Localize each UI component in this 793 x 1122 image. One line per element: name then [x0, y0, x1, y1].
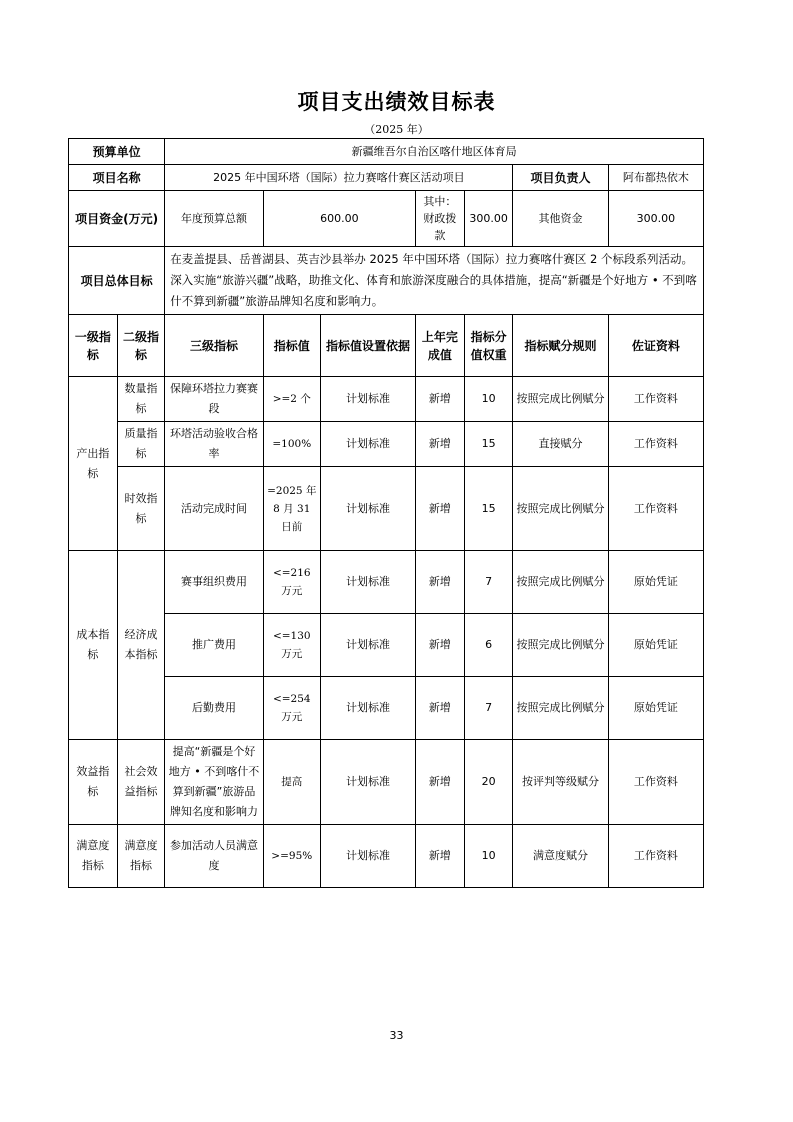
table-row — [69, 825, 704, 888]
row-weight: 15 — [464, 422, 513, 467]
row-evidence: 原始凭证 — [608, 551, 703, 614]
row-last-year: 新增 — [416, 677, 465, 740]
row-weight: 20 — [464, 740, 513, 825]
row-rule: 按评判等级赋分 — [513, 740, 608, 825]
row-evidence: 工作资料 — [608, 740, 703, 825]
row-rule: 按照完成比例赋分 — [513, 677, 608, 740]
row-basis: 计划标准 — [320, 740, 415, 825]
project-name-value: 2025 年中国环塔（国际）拉力赛喀什赛区活动项目 — [165, 165, 513, 191]
level1-output: 产出指标 — [69, 377, 118, 551]
row-basis: 计划标准 — [320, 551, 415, 614]
row-level3: 参加活动人员满意度 — [165, 825, 263, 888]
level2-satisfaction: 满意度指标 — [117, 825, 165, 888]
level2-economic-cost: 经济成本指标 — [117, 551, 165, 740]
row-weight: 15 — [464, 467, 513, 551]
overall-goal-text: 在麦盖提县、岳普湖县、英吉沙县举办 2025 年中国环塔（国际）拉力赛喀什赛区 2 个标段系列活动。深入实施“旅游兴疆”战略，助推文化、体育和旅游深度融合的具体措施，提高“新疆是个好地方 • 不到喀什不算到新疆”旅游品牌知名度和影响力。 — [165, 247, 704, 315]
budget-unit-value: 新疆维吾尔自治区喀什地区体育局 — [165, 139, 704, 165]
table-row — [69, 551, 704, 614]
row-value: <=254 万元 — [263, 677, 320, 740]
row-last-year: 新增 — [416, 614, 465, 677]
row-basis: 计划标准 — [320, 422, 415, 467]
row-rule: 按照完成比例赋分 — [513, 377, 608, 422]
level1-satisfaction: 满意度指标 — [69, 825, 118, 888]
year-label: （2025 年） — [364, 123, 429, 136]
level1-benefit: 效益指标 — [69, 740, 118, 825]
performance-table — [68, 138, 704, 888]
page-number: 33 — [389, 1029, 404, 1042]
level2-quality: 质量指标 — [117, 422, 165, 467]
project-funds-label: 项目资金(万元) — [69, 191, 165, 247]
row-weight: 10 — [464, 825, 513, 888]
table-row — [69, 422, 704, 467]
annual-total-value: 600.00 — [263, 191, 415, 247]
row-value: <=130 万元 — [263, 614, 320, 677]
row-basis: 计划标准 — [320, 467, 415, 551]
header-weight: 指标分值权重 — [464, 315, 513, 377]
header-level2: 二级指标 — [117, 315, 165, 377]
row-value: 提高 — [263, 740, 320, 825]
row-level3: 后勤费用 — [165, 677, 263, 740]
row-evidence: 原始凭证 — [608, 677, 703, 740]
project-leader-label: 项目负责人 — [513, 165, 608, 191]
row-last-year: 新增 — [416, 377, 465, 422]
row-basis: 计划标准 — [320, 377, 415, 422]
fiscal-value: 300.00 — [464, 191, 513, 247]
row-evidence: 工作资料 — [608, 825, 703, 888]
row-rule: 按照完成比例赋分 — [513, 467, 608, 551]
row-weight: 7 — [464, 551, 513, 614]
header-evidence: 佐证资料 — [608, 315, 703, 377]
row-evidence: 工作资料 — [608, 377, 703, 422]
row-level3: 赛事组织费用 — [165, 551, 263, 614]
row-level3: 保障环塔拉力赛赛段 — [165, 377, 263, 422]
header-level3: 三级指标 — [165, 315, 263, 377]
header-level1: 一级指标 — [69, 315, 118, 377]
row-value: >=95% — [263, 825, 320, 888]
header-basis: 指标值设置依据 — [320, 315, 415, 377]
row-weight: 10 — [464, 377, 513, 422]
row-last-year: 新增 — [416, 467, 465, 551]
overall-goal-label: 项目总体目标 — [69, 247, 165, 315]
row-evidence: 工作资料 — [608, 467, 703, 551]
header-rule: 指标赋分规则 — [513, 315, 608, 377]
row-last-year: 新增 — [416, 551, 465, 614]
project-name-label: 项目名称 — [69, 165, 165, 191]
row-value: <=216 万元 — [263, 551, 320, 614]
annual-total-label: 年度预算总额 — [165, 191, 263, 247]
row-rule: 按照完成比例赋分 — [513, 614, 608, 677]
row-last-year: 新增 — [416, 422, 465, 467]
row-value: >=2 个 — [263, 377, 320, 422]
level1-cost: 成本指标 — [69, 551, 118, 740]
row-basis: 计划标准 — [320, 677, 415, 740]
page-title: 项目支出绩效目标表 — [297, 90, 496, 114]
row-rule: 满意度赋分 — [513, 825, 608, 888]
table-row — [69, 740, 704, 825]
row-rule: 按照完成比例赋分 — [513, 551, 608, 614]
row-level3: 活动完成时间 — [165, 467, 263, 551]
row-level3: 推广费用 — [165, 614, 263, 677]
row-level3: 环塔活动验收合格率 — [165, 422, 263, 467]
level2-quantity: 数量指标 — [117, 377, 165, 422]
row-rule: 直接赋分 — [513, 422, 608, 467]
budget-unit-label: 预算单位 — [69, 139, 165, 165]
row-last-year: 新增 — [416, 825, 465, 888]
row-weight: 7 — [464, 677, 513, 740]
level2-social-benefit: 社会效益指标 — [117, 740, 165, 825]
project-leader-value: 阿布都热依木 — [608, 165, 703, 191]
header-last-year: 上年完成值 — [416, 315, 465, 377]
row-basis: 计划标准 — [320, 614, 415, 677]
level2-timeliness: 时效指标 — [117, 467, 165, 551]
other-funds-label: 其他资金 — [513, 191, 608, 247]
table-row — [69, 377, 704, 422]
row-value: =100% — [263, 422, 320, 467]
row-evidence: 原始凭证 — [608, 614, 703, 677]
row-last-year: 新增 — [416, 740, 465, 825]
row-weight: 6 — [464, 614, 513, 677]
row-evidence: 工作资料 — [608, 422, 703, 467]
table-row — [69, 467, 704, 551]
row-level3: 提高“新疆是个好地方 • 不到喀什不算到新疆”旅游品牌知名度和影响力 — [165, 740, 263, 825]
fiscal-label: 其中：财政拨款 — [416, 191, 465, 247]
header-value: 指标值 — [263, 315, 320, 377]
other-funds-value: 300.00 — [608, 191, 703, 247]
row-value: =2025 年 8 月 31 日前 — [263, 467, 320, 551]
row-basis: 计划标准 — [320, 825, 415, 888]
